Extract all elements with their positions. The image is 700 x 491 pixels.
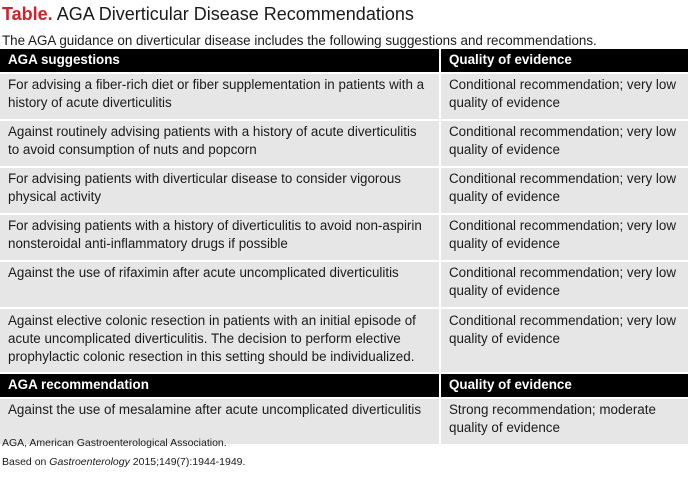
quality-cell: Conditional recommendation; very low quality of evidence <box>440 120 688 167</box>
table-row <box>0 120 688 167</box>
quality-cell: Conditional recommendation; very low quality of evidence <box>440 214 688 261</box>
recommendations-table <box>0 49 688 444</box>
table-header-suggestions <box>0 49 688 73</box>
quality-cell: Conditional recommendation; very low quality of evidence <box>440 73 688 120</box>
footnote-abbreviation: AGA, American Gastroenterological Association. <box>2 437 227 449</box>
table-title-text: AGA Diverticular Disease Recommendations <box>56 4 414 24</box>
suggestion-cell: Against elective colonic resection in patients with an initial episode of acute uncomplicated diverticulitis. The decision to perform elective prophylactic colonic resection in this setting should be individualized. <box>0 308 440 373</box>
suggestion-cell: Against routinely advising patients with a history of acute diverticulitis to avoid consumption of nuts and popcorn <box>0 120 440 167</box>
header-quality-of-evidence: Quality of evidence <box>440 49 688 73</box>
suggestion-cell: For advising patients with diverticular disease to consider vigorous physical activity <box>0 167 440 214</box>
suggestion-cell: For advising a fiber-rich diet or fiber supplementation in patients with a history of acute diverticulitis <box>0 73 440 120</box>
source-citation: 2015;149(7):1944-1949. <box>129 456 246 468</box>
suggestion-cell: Against the use of rifaximin after acute uncomplicated diverticulitis <box>0 261 440 308</box>
table-row <box>0 73 688 120</box>
table-header-recommendation <box>0 373 688 398</box>
quality-cell: Conditional recommendation; very low quality of evidence <box>440 308 688 373</box>
quality-cell: Strong recommendation; moderate quality of evidence <box>440 398 688 444</box>
header-recommendation: AGA recommendation <box>0 373 440 398</box>
table-row <box>0 214 688 261</box>
quality-cell: Conditional recommendation; very low quality of evidence <box>440 167 688 214</box>
intro-text: The AGA guidance on diverticular disease includes the following suggestions and recommendations. <box>2 33 597 48</box>
table-row <box>0 261 688 308</box>
table-row <box>0 308 688 373</box>
quality-cell: Conditional recommendation; very low quality of evidence <box>440 261 688 308</box>
header-quality-of-evidence: Quality of evidence <box>440 373 688 398</box>
table-title <box>2 3 414 25</box>
recommendation-cell: Against the use of mesalamine after acute uncomplicated diverticulitis <box>0 398 440 444</box>
source-prefix: Based on <box>2 456 50 468</box>
header-suggestions: AGA suggestions <box>0 49 440 73</box>
table-row <box>0 167 688 214</box>
suggestion-cell: For advising patients with a history of diverticulitis to avoid non-aspirin nonsteroidal anti-inflammatory drugs if possible <box>0 214 440 261</box>
footnote-source <box>2 455 245 469</box>
source-journal: Gastroenterology <box>49 456 130 468</box>
table-title-tag: Table. <box>2 4 53 24</box>
